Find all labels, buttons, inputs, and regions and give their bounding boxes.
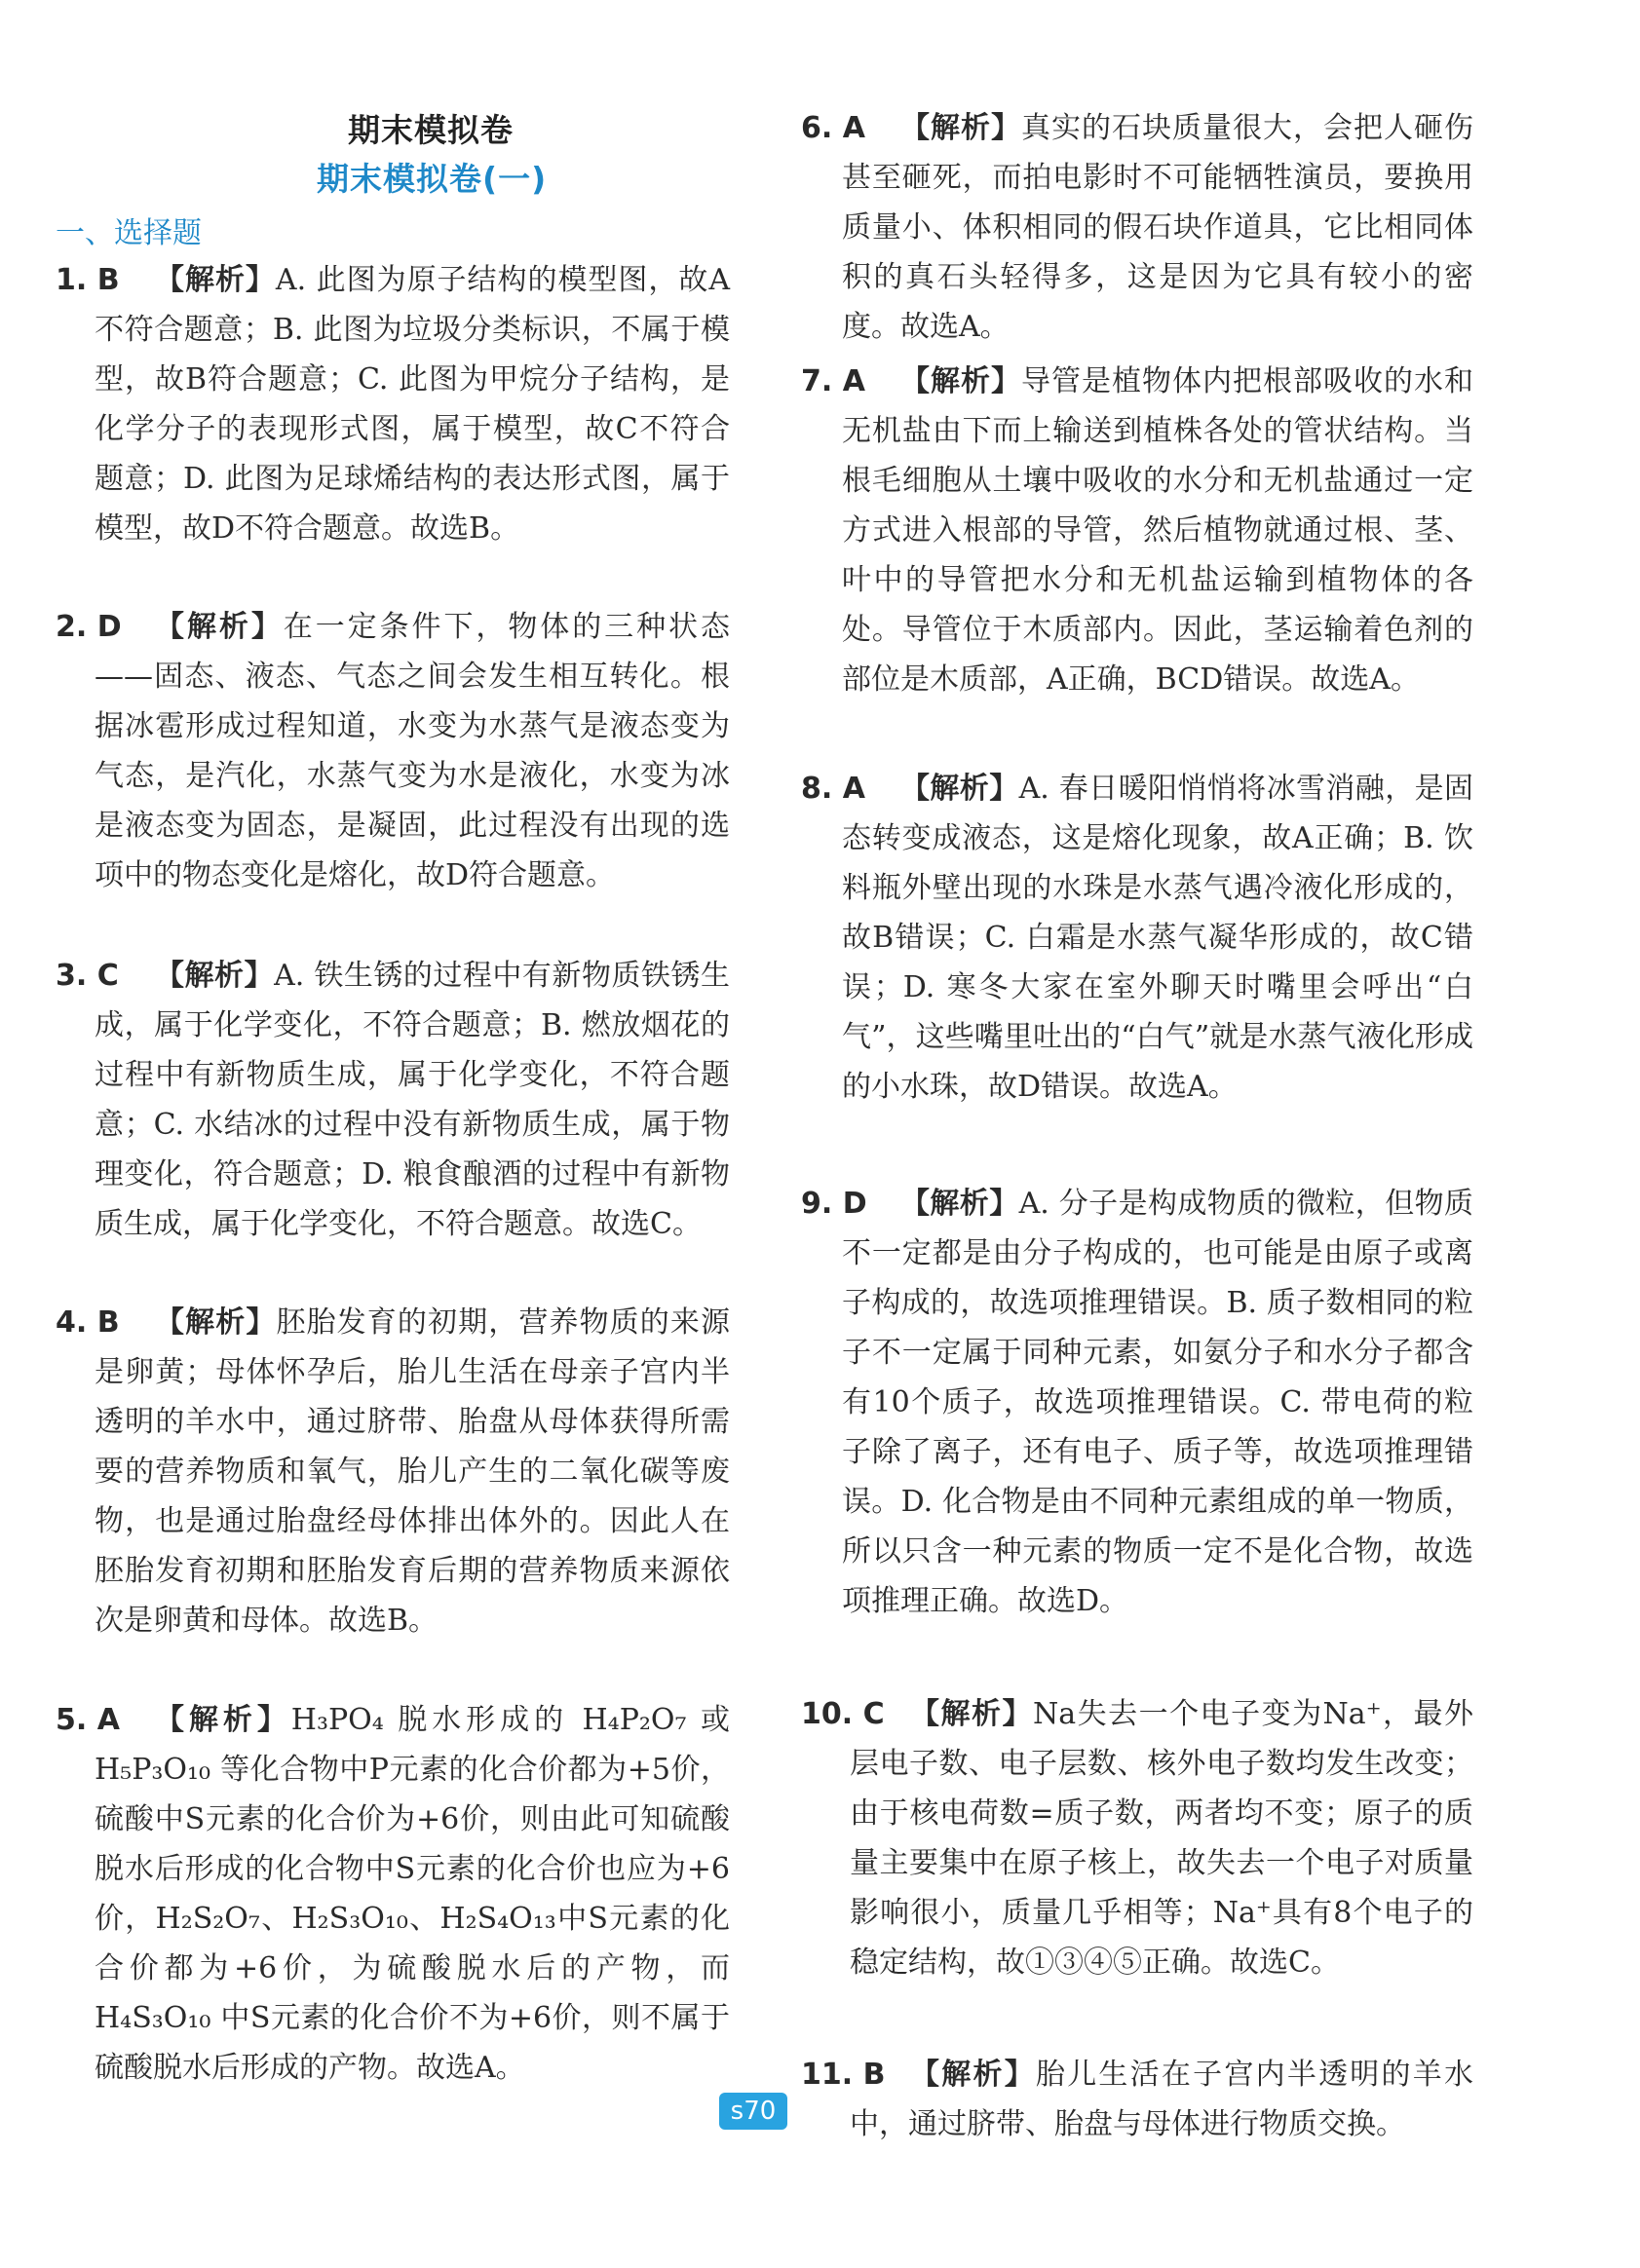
item-explanation bbox=[95, 1695, 730, 2093]
item-number: 4. B bbox=[56, 1305, 120, 1340]
item-explanation bbox=[850, 2050, 1473, 2149]
item-explanation bbox=[95, 602, 730, 900]
item-text: 导管是植物体内把根部吸收的水和无机盐由下而上输送到植株各处的管状结构。当根毛细胞从土壤中吸收的水分和无机盐通过一定方式进入根部的导管，然后植物就通过根、茎、叶中的导管把水分和无机盐运输到植物体的各处。导管位于木质部内。因此，茎运输着色剂的部位是木质部，A正确，BCD错误。故选A。 bbox=[842, 364, 1473, 697]
answer-item-6 bbox=[801, 103, 1473, 352]
item-text: A. 此图为原子结构的模型图，故A不符合题意；B. 此图为垃圾分类标识，不属于模型，故B符合题意；C. 此图为甲烷分子结构，是化学分子的表现形式图，属于模型，故C不符合题意；D. 此图为足球烯结构的表达形式图，属于模型，故D不符合题意。故选B。 bbox=[95, 263, 731, 546]
analysis-tag: 【解析】 bbox=[910, 2058, 1036, 2092]
section-heading: 一、选择题 bbox=[56, 216, 202, 250]
item-text: A. 分子是构成物质的微粒，但物质不一定都是由分子构成的，也可能是由原子或离子构成的，故选项推理错误。B. 质子数相同的粒子不一定属于同种元素，如氨分子和水分子都含有10个质子，故选项推理错误。C. 带电荷的粒子除了离子，还有电子、质子等，故选项推理错误。D. 化合物是由不同种元素组成的单一物质，所以只含一种元素的物质一定不是化合物，故选项推理正确。故选D。 bbox=[842, 1187, 1474, 1618]
answer-item-11 bbox=[801, 2050, 1473, 2149]
item-explanation bbox=[95, 1298, 730, 1645]
item-number: 10. C bbox=[801, 1697, 885, 1731]
item-number: 2. D bbox=[56, 610, 122, 644]
answer-item-2 bbox=[56, 602, 730, 900]
analysis-tag: 【解析】 bbox=[900, 111, 1021, 145]
item-number: 6. A bbox=[801, 111, 865, 145]
item-text: Na失去一个电子变为Na⁺，最外层电子数、电子层数、核外电子数均发生改变；由于核电荷数=质子数，两者均不变；原子的质量主要集中在原子核上，故失去一个电子对质量影响很小，质量几乎相等；Na⁺具有8个电子的稳定结构，故①③④⑤正确。故选C。 bbox=[850, 1697, 1474, 1980]
item-number: 11. B bbox=[801, 2058, 886, 2092]
item-number: 1. B bbox=[56, 263, 120, 297]
analysis-tag: 【解析】 bbox=[155, 1703, 291, 1737]
item-number: 9. D bbox=[801, 1187, 867, 1221]
item-number: 7. A bbox=[801, 364, 865, 398]
item-explanation bbox=[850, 1689, 1473, 1987]
analysis-tag: 【解析】 bbox=[900, 1187, 1019, 1221]
item-explanation bbox=[842, 1179, 1473, 1626]
page-number-badge: s70 bbox=[719, 2093, 787, 2130]
item-explanation bbox=[842, 103, 1473, 352]
answer-item-4 bbox=[56, 1298, 730, 1645]
analysis-tag: 【解析】 bbox=[910, 1697, 1033, 1731]
exam-title: 期末模拟卷(一) bbox=[317, 160, 548, 198]
item-number: 3. C bbox=[56, 959, 119, 993]
item-text: 胚胎发育的初期，营养物质的来源是卵黄；母体怀孕后，胎儿生活在母亲子宫内半透明的羊水中，通过脐带、胎盘从母体获得所需要的营养物质和氧气，胎儿产生的二氧化碳等废物，也是通过胎盘经母体排出体外的。因此人在胚胎发育初期和胚胎发育后期的营养物质来源依次是卵黄和母体。故选B。 bbox=[95, 1305, 731, 1638]
answer-item-8 bbox=[801, 764, 1473, 1112]
item-explanation bbox=[842, 357, 1473, 704]
answer-item-5 bbox=[56, 1695, 730, 2093]
item-text: A. 春日暖阳悄悄将冰雪消融，是固态转变成液态，这是熔化现象，故A正确；B. 饮料瓶外壁出现的水珠是水蒸气遇冷液化形成的，故B错误；C. 白霜是水蒸气凝华形成的，故C错误；D. 寒冬大家在室外聊天时嘴里会呼出“白气”，这些嘴里吐出的“白气”就是水蒸气液化形成的小水珠，故D错误。故选A。 bbox=[842, 772, 1474, 1104]
item-explanation bbox=[842, 764, 1473, 1112]
item-number: 8. A bbox=[801, 772, 865, 806]
analysis-tag: 【解析】 bbox=[900, 772, 1019, 806]
item-number: 5. A bbox=[56, 1703, 120, 1737]
answer-item-9 bbox=[801, 1179, 1473, 1626]
analysis-tag: 【解析】 bbox=[900, 364, 1021, 398]
item-explanation bbox=[95, 255, 730, 553]
answer-item-3 bbox=[56, 951, 730, 1249]
analysis-tag: 【解析】 bbox=[155, 610, 284, 644]
page-title: 期末模拟卷 bbox=[348, 111, 514, 149]
analysis-tag: 【解析】 bbox=[155, 959, 275, 993]
item-text: 在一定条件下，物体的三种状态——固态、液态、气态之间会发生相互转化。根据冰雹形成过程知道，水变为水蒸气是液态变为气态，是汽化，水蒸气变为水是液化，水变为冰是液态变为固态，是凝固，此过程没有出现的选项中的物态变化是熔化，故D符合题意。 bbox=[95, 610, 731, 892]
answer-item-1 bbox=[56, 255, 730, 553]
item-text: A. 铁生锈的过程中有新物质铁锈生成，属于化学变化，不符合题意；B. 燃放烟花的过程中有新物质生成，属于化学变化，不符合题意；C. 水结冰的过程中没有新物质生成，属于物理变化，符合题意；D. 粮食酿酒的过程中有新物质生成，属于化学变化，不符合题意。故选C。 bbox=[95, 959, 730, 1241]
item-text: H₃PO₄ 脱水形成的 H₄P₂O₇ 或 H₅P₃O₁₀ 等化合物中P元素的化合价都为+5价，硫酸中S元素的化合价为+6价，则由此可知硫酸脱水后形成的化合物中S元素的化合价也应为+6价，H₂S₂O₇、H₂S₃O₁₀、H₂S₄O₁₃中S元素的化合价都为+6价，为硫酸脱水后的产物，而 H₄S₃O₁₀ 中S元素的化合价不为+6价，则不属于硫酸脱水后形成的产物。故选A。 bbox=[95, 1703, 731, 2085]
item-text: 真实的石块质量很大，会把人砸伤甚至砸死，而拍电影时不可能牺牲演员，要换用质量小、体积相同的假石块作道具，它比相同体积的真石头轻得多，这是因为它具有较小的密度。故选A。 bbox=[842, 111, 1473, 344]
answer-item-7 bbox=[801, 357, 1473, 704]
analysis-tag: 【解析】 bbox=[155, 263, 276, 297]
analysis-tag: 【解析】 bbox=[155, 1305, 277, 1340]
answer-item-10 bbox=[801, 1689, 1473, 1987]
item-explanation bbox=[95, 951, 730, 1249]
item-text: 胎儿生活在子宫内半透明的羊水中，通过脐带、胎盘与母体进行物质交换。 bbox=[850, 2058, 1474, 2141]
